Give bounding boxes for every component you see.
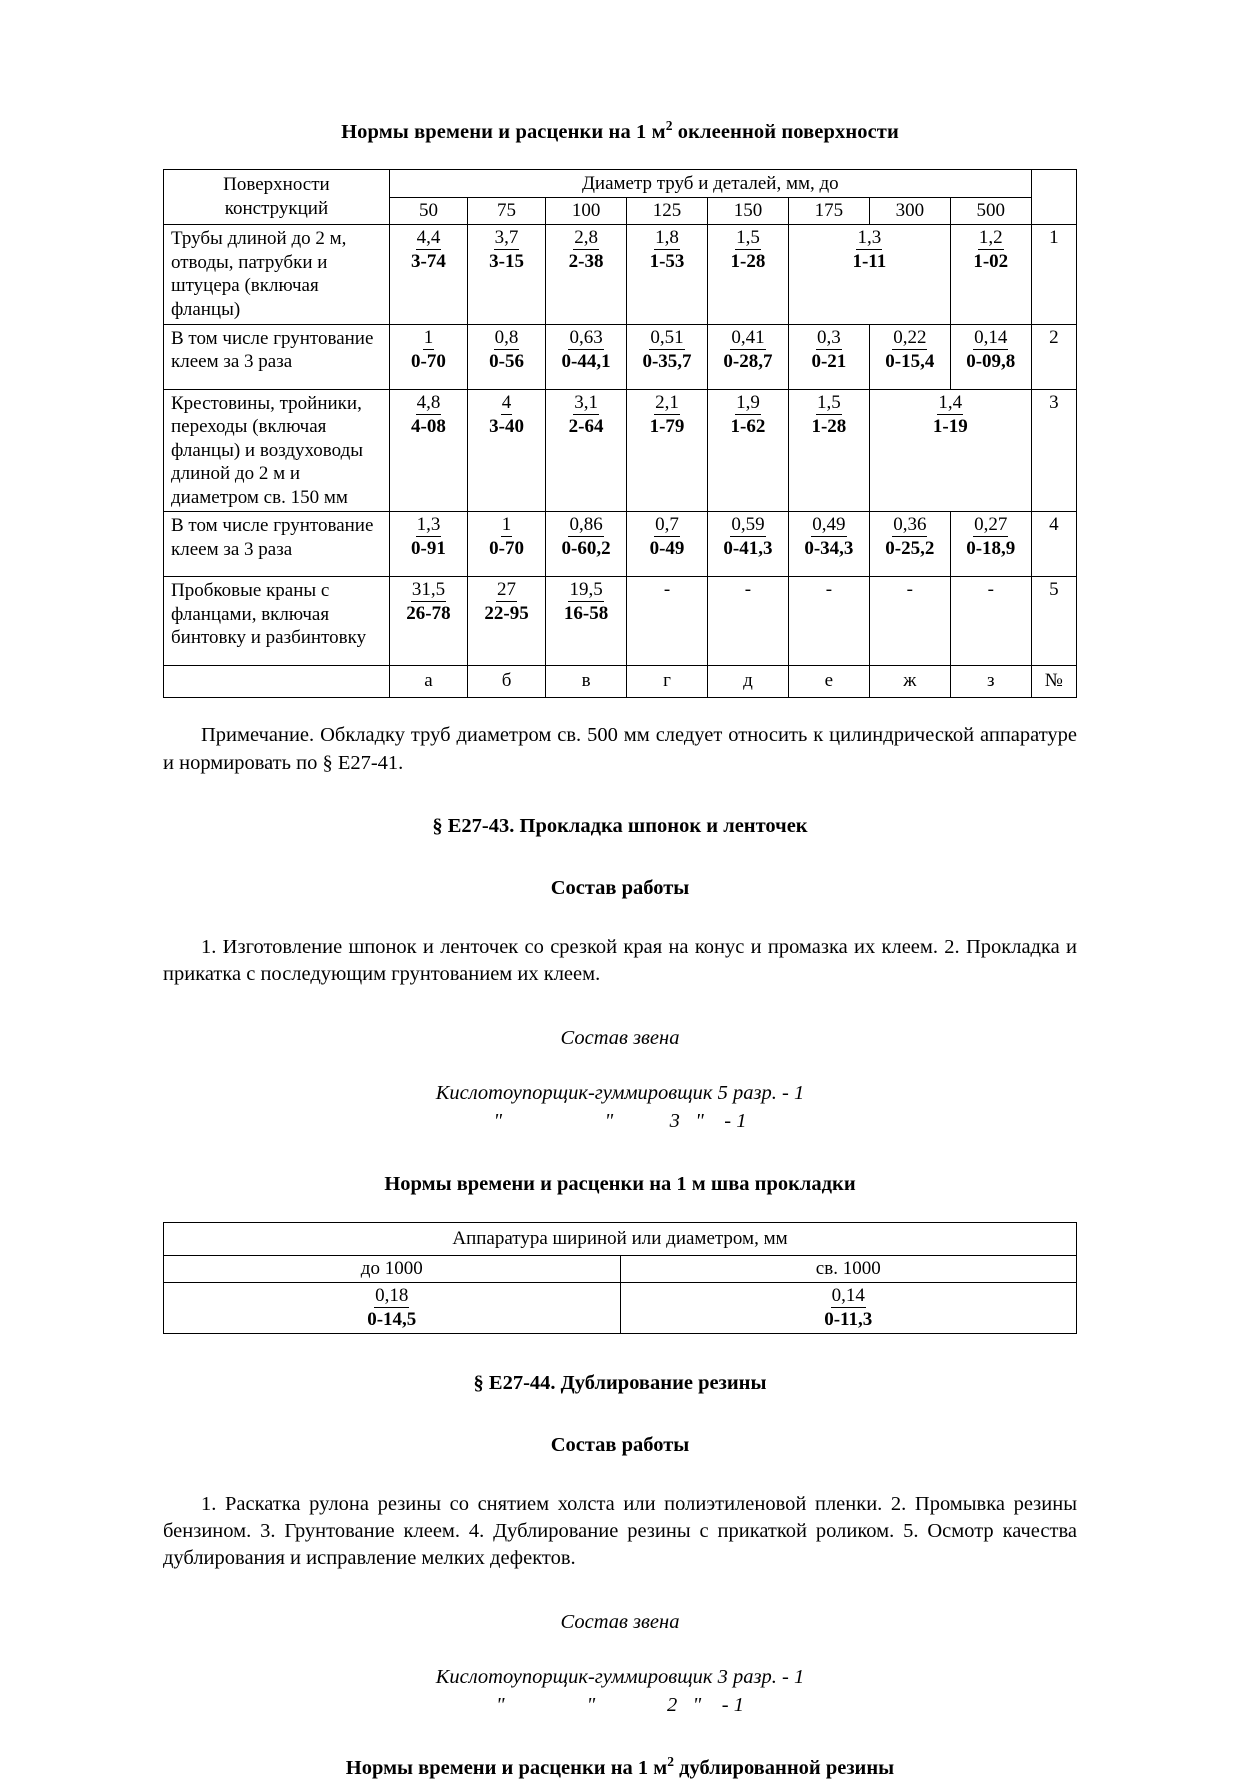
data-cell [788, 324, 869, 389]
data-cell [546, 512, 627, 577]
table2-caption: Нормы времени и расценки на 1 м шва прокладки [384, 1172, 856, 1195]
price-value: 1-02 [973, 251, 1009, 273]
price-value: 2-38 [568, 251, 604, 273]
data-cell [627, 512, 708, 577]
price-value: 0-34,3 [804, 538, 854, 560]
data-cell [468, 324, 546, 389]
letter-cell-e: е [788, 666, 869, 698]
data-cell [389, 324, 467, 389]
norm-value: 0,36 [892, 514, 927, 537]
crew-line-2-44: " " 2 " - 1 [496, 1693, 744, 1716]
table2-main-header: Аппаратура шириной или диаметром, мм [164, 1222, 1077, 1255]
norm-value: 4 [501, 392, 513, 415]
crew-composition-heading-43: Состав звена [560, 1026, 680, 1049]
price-value: 22-95 [484, 603, 529, 625]
row-number: 4 [1031, 512, 1076, 577]
col-header-500: 500 [950, 198, 1031, 225]
price-value: 0-70 [411, 350, 446, 372]
data-cell [950, 512, 1031, 577]
price-value: 0-70 [489, 538, 524, 560]
norm-value: 0,59 [730, 514, 765, 537]
work-composition-heading-44: Состав работы [550, 1434, 690, 1457]
table2-header-row [164, 1222, 1077, 1255]
table2-subheader-row [164, 1255, 1077, 1282]
norm-value: 3,1 [573, 392, 599, 415]
col-header-125: 125 [627, 198, 708, 225]
work-composition-heading-43: Состав работы [550, 877, 690, 900]
dash-value: - [987, 579, 994, 601]
norm-value: 1 [423, 327, 435, 350]
norm-value: 0,7 [654, 514, 680, 537]
table-header-row-1 [164, 169, 1077, 198]
norm-value: 0,14 [831, 1285, 866, 1308]
norm-value: 0,27 [973, 514, 1008, 537]
dash-value: - [825, 579, 833, 601]
crew-composition-44 [163, 1664, 1077, 1719]
price-value: 0-11,3 [824, 1308, 873, 1330]
data-cell [788, 389, 869, 512]
data-cell-empty [869, 577, 950, 666]
data-cell [707, 389, 788, 512]
row-number: 5 [1031, 577, 1076, 666]
norm-value: 4,8 [416, 392, 442, 415]
price-value: 16-58 [563, 603, 609, 625]
table-row [164, 389, 1077, 512]
price-value: 3-40 [489, 415, 524, 437]
letters-blank-cell [164, 666, 390, 698]
col-header-100: 100 [546, 198, 627, 225]
norm-value: 1,3 [416, 514, 442, 537]
diameter-header-cell: Диаметр труб и деталей, мм, до [389, 169, 1031, 198]
data-cell-empty [627, 577, 708, 666]
data-cell-merged [788, 225, 950, 324]
surface-header-line2: конструкций [224, 198, 329, 219]
data-cell [468, 225, 546, 324]
crew-composition-heading-44: Состав звена [560, 1610, 680, 1633]
norm-value: 1,9 [735, 392, 761, 415]
price-value: 1-28 [730, 251, 766, 273]
norm-value: 0,63 [568, 327, 603, 350]
dash-value: - [744, 579, 752, 601]
price-value: 2-64 [568, 415, 604, 437]
price-value: 1-28 [811, 415, 847, 437]
norm-value: 1,2 [978, 227, 1004, 250]
data-cell [389, 225, 467, 324]
price-value: 0-44,1 [561, 350, 611, 372]
work-composition-text-43: 1. Изготовление шпонок и ленточек со срезкой края на конус и промазка их клеем. 2. Прокладка и прикатка с последующим грунтованием их клеем. [163, 936, 1077, 986]
table1-caption [163, 120, 1077, 146]
price-value: 1-79 [649, 415, 685, 437]
letter-cell-v: в [546, 666, 627, 698]
price-value: 0-35,7 [642, 350, 692, 372]
norm-value: 19,5 [568, 579, 603, 602]
norms-table-oklejka [163, 169, 1077, 699]
table2-data-cell [620, 1282, 1077, 1333]
data-cell-empty [788, 577, 869, 666]
norm-value: 0,86 [568, 514, 603, 537]
price-value: 0-60,2 [561, 538, 611, 560]
table1-caption-prefix: Нормы времени и расценки на 1 м [341, 121, 666, 143]
data-cell [707, 512, 788, 577]
data-cell-merged [869, 389, 1031, 512]
price-value: 1-11 [852, 251, 887, 273]
row-number: 3 [1031, 389, 1076, 512]
norm-value: 0,22 [892, 327, 927, 350]
col-header-150: 150 [707, 198, 788, 225]
price-value: 0-21 [811, 350, 847, 372]
norm-value: 2,8 [573, 227, 599, 250]
letter-cell-b: б [468, 666, 546, 698]
row-label: Трубы длиной до 2 м, отводы, патрубки и штуцера (включая фланцы) [164, 225, 390, 324]
data-cell [389, 512, 467, 577]
table1-caption-superscript: 2 [665, 118, 673, 134]
table-row [164, 577, 1077, 666]
number-header-blank [1031, 169, 1076, 225]
row-label: Пробковые краны с фланцами, включая бинтовку и разбинтовку [164, 577, 390, 666]
letter-cell-d: д [707, 666, 788, 698]
table2-data-cell [164, 1282, 621, 1333]
table1-caption-suffix: оклеенной поверхности [672, 121, 899, 143]
data-cell [389, 577, 467, 666]
data-cell [869, 512, 950, 577]
final-table-caption [163, 1755, 1077, 1782]
price-value: 3-15 [489, 251, 524, 273]
price-value: 0-25,2 [885, 538, 935, 560]
letter-cell-g: г [627, 666, 708, 698]
data-cell [546, 577, 627, 666]
price-value: 3-74 [411, 251, 446, 273]
price-value: 0-91 [411, 538, 446, 560]
norm-value: 1,3 [856, 227, 882, 250]
data-cell [468, 577, 546, 666]
table2-col-header-sv1000: св. 1000 [620, 1255, 1077, 1282]
letter-cell-z: з [950, 666, 1031, 698]
row-number: 1 [1031, 225, 1076, 324]
row-number: 2 [1031, 324, 1076, 389]
norm-value: 27 [496, 579, 517, 602]
row-label: Крестовины, тройники, переходы (включая фланцы) и воздуховоды длиной до 2 м и диаметром св. 150 мм [164, 389, 390, 512]
table-row [164, 512, 1077, 577]
table2-col-header-do1000: до 1000 [164, 1255, 621, 1282]
price-value: 26-78 [406, 603, 451, 625]
norms-table-shva-prokladki [163, 1222, 1077, 1334]
price-value: 4-08 [411, 415, 446, 437]
crew-line-1-43: Кислотоупорщик-гуммировщик 5 разр. - 1 [435, 1082, 805, 1105]
price-value: 0-14,5 [367, 1308, 417, 1330]
norm-value: 31,5 [411, 579, 446, 602]
norm-value: 1,5 [816, 392, 842, 415]
price-value: 0-28,7 [723, 350, 773, 372]
data-cell [546, 324, 627, 389]
final-caption-superscript: 2 [667, 1754, 675, 1770]
norm-value: 2,1 [654, 392, 680, 415]
norm-value: 1,8 [654, 227, 680, 250]
section-heading-e27-43: § Е27-43. Прокладка шпонок и ленточек [432, 814, 808, 837]
data-cell [627, 324, 708, 389]
price-value: 0-41,3 [723, 538, 773, 560]
data-cell [950, 225, 1031, 324]
row-label: В том числе грунтование клеем за 3 раза [164, 324, 390, 389]
data-cell [950, 324, 1031, 389]
price-value: 1-53 [649, 251, 685, 273]
letter-cell-number: № [1031, 666, 1076, 698]
norm-value: 0,51 [649, 327, 684, 350]
data-cell-empty [950, 577, 1031, 666]
section-heading-e27-44: § Е27-44. Дублирование резины [473, 1371, 767, 1394]
table-row [164, 324, 1077, 389]
surface-header-line1: Поверхности [223, 174, 330, 196]
letter-cell-a: а [389, 666, 467, 698]
letter-cell-zh: ж [869, 666, 950, 698]
data-cell [468, 512, 546, 577]
col-header-75: 75 [468, 198, 546, 225]
table-row [164, 225, 1077, 324]
norm-value: 1 [501, 514, 513, 537]
data-cell [869, 324, 950, 389]
col-header-50: 50 [389, 198, 467, 225]
norm-value: 1,5 [735, 227, 761, 250]
price-value: 0-09,8 [966, 350, 1016, 372]
final-caption-suffix: дублированной резины [674, 1757, 895, 1780]
norm-value: 0,14 [973, 327, 1008, 350]
data-cell [707, 225, 788, 324]
data-cell [468, 389, 546, 512]
norm-value: 0,41 [730, 327, 765, 350]
norm-value: 4,4 [416, 227, 442, 250]
data-cell [546, 389, 627, 512]
work-composition-text-44: 1. Раскатка рулона резины со снятием холста или полиэтиленовой пленки. 2. Промывка резины бензином. 3. Грунтование клеем. 4. Дублирование резины с прикаткой роликом. 5. Осмотр качества дублирования и исправление мелких дефектов. [163, 1492, 1077, 1570]
price-value: 0-49 [649, 538, 685, 560]
price-value: 0-56 [489, 350, 524, 372]
data-cell-empty [707, 577, 788, 666]
data-cell [546, 225, 627, 324]
col-header-300: 300 [869, 198, 950, 225]
dash-value: - [663, 579, 671, 601]
norm-value: 0,3 [816, 327, 842, 350]
data-cell [627, 225, 708, 324]
data-cell [788, 512, 869, 577]
crew-line-1-44: Кислотоупорщик-гуммировщик 3 разр. - 1 [435, 1666, 805, 1689]
final-caption-prefix: Нормы времени и расценки на 1 м [345, 1757, 668, 1780]
table-letters-row [164, 666, 1077, 698]
col-header-175: 175 [788, 198, 869, 225]
note-paragraph: Примечание. Обкладку труб диаметром св. 500 мм следует относить к цилиндрической аппаратуре и нормировать по § Е27-41. [163, 724, 1077, 774]
price-value: 0-15,4 [885, 350, 935, 372]
norm-value: 0,49 [811, 514, 846, 537]
table2-data-row [164, 1282, 1077, 1333]
norm-value: 0,18 [374, 1285, 409, 1308]
data-cell [389, 389, 467, 512]
price-value: 1-19 [932, 415, 968, 437]
norm-value: 3,7 [494, 227, 520, 250]
surface-header-cell [164, 169, 390, 225]
price-value: 0-18,9 [966, 538, 1016, 560]
crew-composition-43 [163, 1080, 1077, 1135]
data-cell [627, 389, 708, 512]
row-label: В том числе грунтование клеем за 3 раза [164, 512, 390, 577]
data-cell [707, 324, 788, 389]
price-value: 1-62 [730, 415, 766, 437]
crew-line-2-43: " " 3 " - 1 [493, 1109, 747, 1132]
dash-value: - [906, 579, 913, 601]
norm-value: 1,4 [937, 392, 963, 415]
norm-value: 0,8 [494, 327, 520, 350]
